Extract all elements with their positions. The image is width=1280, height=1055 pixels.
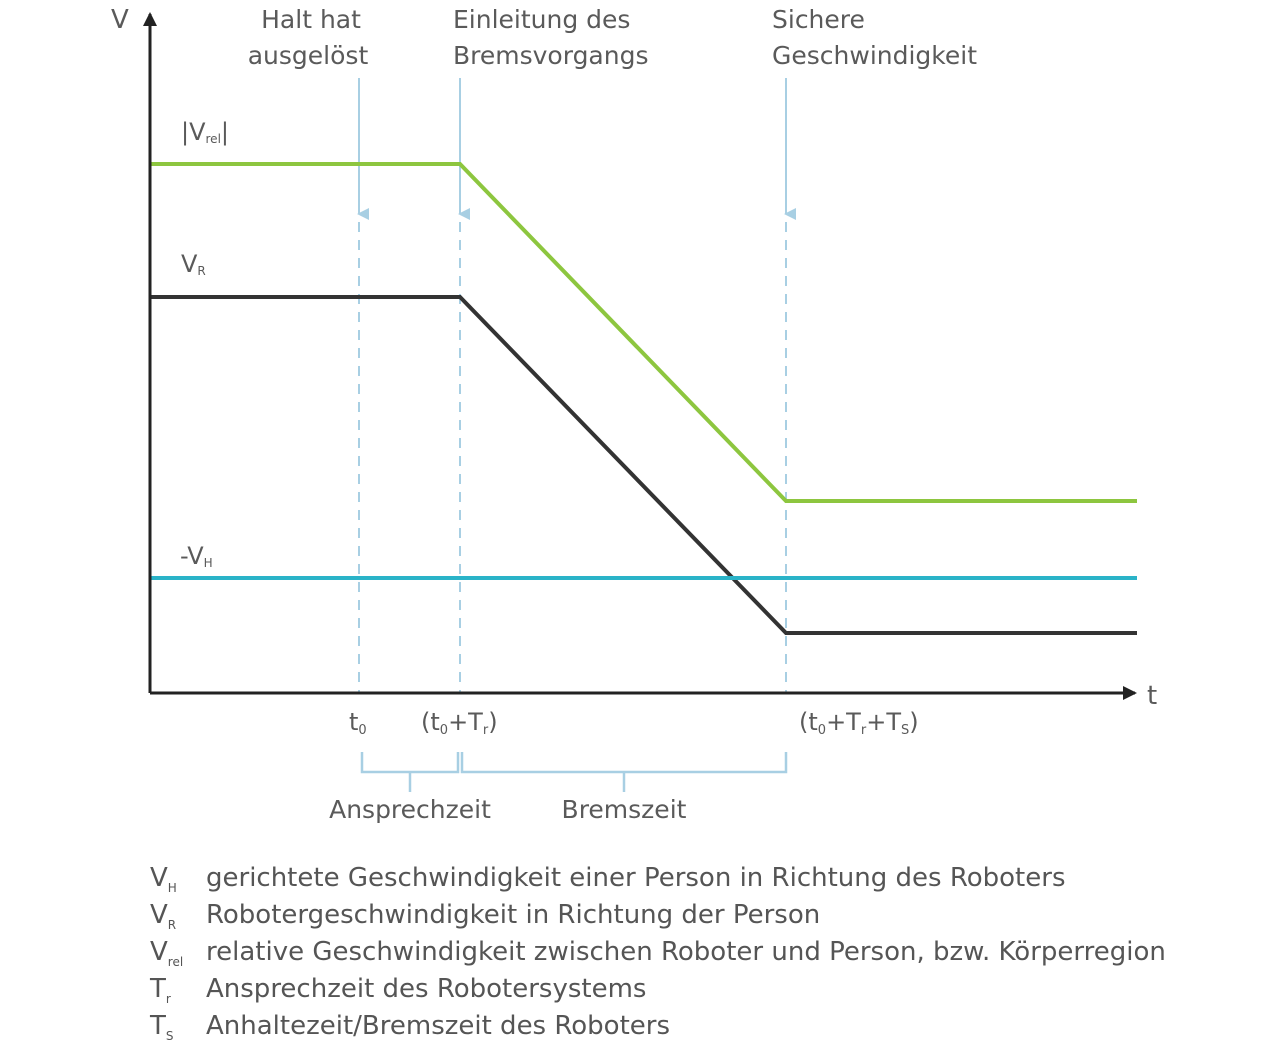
vrel-line xyxy=(150,164,1137,501)
vr-line xyxy=(150,297,1137,633)
braking-bracket xyxy=(462,752,786,772)
event-markers xyxy=(359,78,786,692)
legend-symbol: $V_{rel}$ xyxy=(150,937,184,970)
legend-symbol: $T_r$ xyxy=(150,974,171,1007)
event-safe-label: Sichere Geschwindigkeit xyxy=(772,5,978,70)
legend-description: Anhaltezeit/Bremszeit des Roboters xyxy=(206,1011,671,1041)
tick-t0-tr-ts: (t0+Tr+TS) xyxy=(799,708,919,738)
legend-item-tr xyxy=(150,971,1260,1008)
vrel-label: |Vrel| xyxy=(181,118,229,146)
legend-description: Ansprechzeit des Robotersystems xyxy=(206,974,647,1004)
legend-description: relative Geschwindigkeit zwischen Roboter und Person, bzw. Körperregion xyxy=(206,937,1166,967)
legend-symbol: $V_H$ xyxy=(150,863,177,896)
legend-item-vr xyxy=(150,897,1260,934)
legend-item-vrel xyxy=(150,934,1260,971)
vh-label: -VH xyxy=(180,542,213,570)
braking-time-label: Bremszeit xyxy=(561,795,687,824)
legend-description: gerichtete Geschwindigkeit einer Person in Richtung des Roboters xyxy=(206,863,1066,893)
legend-item-ts xyxy=(150,1008,1260,1045)
response-bracket xyxy=(362,752,458,772)
response-time-label: Ansprechzeit xyxy=(329,795,491,824)
vr-label: VR xyxy=(181,250,206,278)
x-axis-label: t xyxy=(1147,681,1158,711)
legend-symbol: $T_S$ xyxy=(150,1011,174,1044)
tick-t0: t0 xyxy=(349,708,367,738)
interval-brackets xyxy=(362,752,786,792)
y-axis-label: V xyxy=(111,5,129,35)
legend-symbol: $V_R$ xyxy=(150,900,177,933)
event-braking-label: Einleitung des Bremsvorgangs xyxy=(453,5,649,70)
legend-description: Robotergeschwindigkeit in Richtung der Person xyxy=(206,900,821,930)
tick-t0-tr: (t0+Tr) xyxy=(421,708,498,738)
event-halt-label: Halt hat ausgelöst xyxy=(247,5,369,70)
legend-item-vh xyxy=(150,860,1260,897)
legend xyxy=(150,860,1260,1045)
